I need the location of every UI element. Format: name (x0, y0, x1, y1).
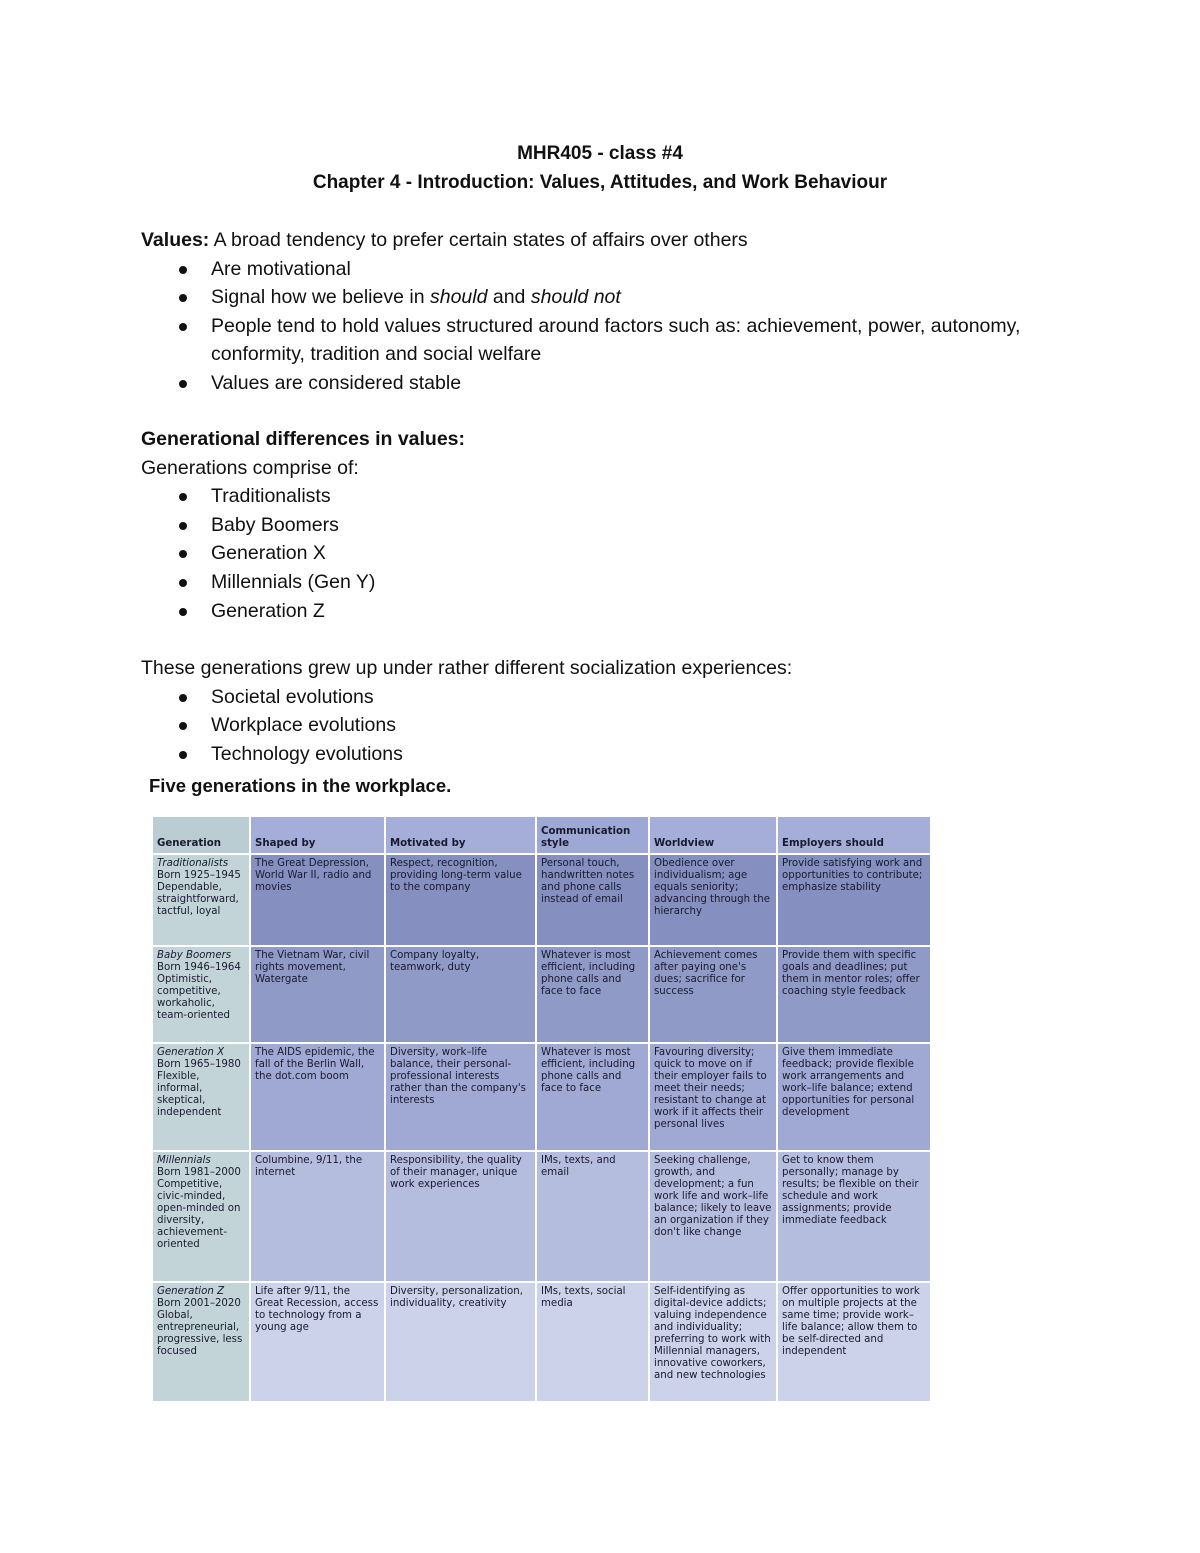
motivated-by-cell: Respect, recognition, providing long-term value to the company (385, 854, 536, 946)
generations-heading (141, 425, 1041, 454)
generation-traits: Global, entrepreneurial, progressive, less focused (157, 1310, 243, 1357)
employers-should-cell: Provide satisfying work and opportunities to contribute; emphasize stability (777, 854, 931, 946)
shaped-by-cell: Life after 9/11, the Great Recession, access to technology from a young age (250, 1282, 385, 1402)
table-header-row (152, 816, 931, 854)
worldview-cell: Obedience over individualism; age equals seniority; advancing through the hierarchy (649, 854, 777, 946)
generations-section (141, 425, 1041, 625)
generation-traits: Dependable, straightforward, tactful, loyal (157, 882, 239, 917)
communication-cell: IMs, texts, and email (536, 1151, 649, 1282)
employers-should-cell: Provide them with specific goals and deadlines; put them in mentor roles; offer coaching style feedback (777, 946, 931, 1043)
bullet-icon (179, 550, 187, 558)
generation-born: Born 1981–2000 (157, 1167, 241, 1178)
list-item (141, 539, 1041, 568)
values-bullet-list (141, 255, 1041, 398)
table-caption: Five generations in the workplace. (149, 775, 452, 796)
generation-name: Millennials (157, 1155, 211, 1166)
generation-traits: Flexible, informal, skeptical, independent (157, 1071, 222, 1118)
list-item (141, 283, 1041, 312)
column-header-generation: Generation (152, 816, 250, 854)
motivated-by-cell: Diversity, work–life balance, their personal-professional interests rather than the company's interests (385, 1043, 536, 1151)
bullet-icon (179, 522, 187, 530)
values-label: Values: (141, 229, 210, 251)
generations-bullet-list (141, 482, 1041, 625)
generation-cell (152, 1043, 250, 1151)
generation-born: Born 1946–1964 (157, 962, 241, 973)
list-item (141, 683, 1041, 712)
list-item (141, 369, 1041, 398)
emphasis-should-not: should not (530, 286, 621, 309)
employers-should-cell: Give them immediate feedback; provide flexible work arrangements and work–life balance; extend opportunities for personal development (777, 1043, 931, 1151)
generation-born: Born 2001–2020 (157, 1298, 241, 1309)
list-item (141, 482, 1041, 511)
list-item (141, 568, 1041, 597)
socialization-section (141, 654, 1041, 768)
values-definition (141, 226, 1041, 255)
emphasis-should: should (429, 286, 488, 309)
list-item-text: Baby Boomers (211, 513, 339, 536)
table-row (152, 1151, 931, 1282)
bullet-icon (179, 722, 187, 730)
bullet-icon (179, 294, 187, 302)
motivated-by-cell: Responsibility, the quality of their manager, unique work experiences (385, 1151, 536, 1282)
generation-name: Traditionalists (157, 858, 229, 869)
list-item-text: Signal how we believe in (211, 286, 430, 309)
generation-born: Born 1965–1980 (157, 1059, 241, 1070)
bullet-icon (179, 380, 187, 388)
bullet-icon (179, 323, 187, 331)
employers-should-cell: Get to know them personally; manage by results; be flexible on their schedule and work assignments; provide immediate feedback (777, 1151, 931, 1282)
list-item-text: Millennials (Gen Y) (211, 570, 376, 593)
table-row (152, 854, 931, 946)
values-definition-text: A broad tendency to prefer certain states of affairs over others (209, 229, 748, 251)
generations-heading-text: Generational differences in values: (141, 428, 466, 450)
generation-name: Generation Z (157, 1286, 225, 1297)
values-section (141, 226, 1041, 398)
motivated-by-cell: Diversity, personalization, individuality, creativity (385, 1282, 536, 1402)
worldview-cell: Self-identifying as digital-device addicts; valuing independence and individuality; preferring to work with Millennial managers, innovative coworkers, and new technologies (649, 1282, 777, 1402)
generation-traits: Competitive, civic-minded, open-minded on diversity, achievement-oriented (157, 1179, 241, 1250)
list-item-text: Generation Z (211, 599, 325, 622)
generation-traits: Optimistic, competitive, workaholic, team-oriented (157, 974, 230, 1021)
shaped-by-cell: The Great Depression, World War II, radio and movies (250, 854, 385, 946)
generation-born: Born 1925–1945 (157, 870, 241, 881)
list-item-text: Workplace evolutions (211, 714, 396, 737)
list-item (141, 740, 1041, 769)
table-row (152, 1282, 931, 1402)
socialization-intro: These generations grew up under rather different socialization experiences: (141, 657, 793, 679)
generation-cell (152, 854, 250, 946)
list-item-text: Technology evolutions (211, 742, 403, 765)
table-row (152, 946, 931, 1043)
generations-table (151, 815, 932, 1403)
column-header-shaped-by: Shaped by (250, 816, 385, 854)
motivated-by-cell: Company loyalty, teamwork, duty (385, 946, 536, 1043)
worldview-cell: Achievement comes after paying one's dues; sacrifice for success (649, 946, 777, 1043)
column-header-worldview: Worldview (649, 816, 777, 854)
communication-cell: IMs, texts, social media (536, 1282, 649, 1402)
generation-cell (152, 946, 250, 1043)
socialization-bullet-list (141, 683, 1041, 769)
list-item-text: Societal evolutions (211, 685, 374, 708)
column-header-motivated-by: Motivated by (385, 816, 536, 854)
list-item (141, 711, 1041, 740)
bullet-icon (179, 579, 187, 587)
shaped-by-cell: Columbine, 9/11, the internet (250, 1151, 385, 1282)
chapter-title: Chapter 4 - Introduction: Values, Attitudes, and Work Behaviour (312, 172, 888, 193)
employers-should-cell: Offer opportunities to work on multiple projects at the same time; provide work–life balance; allow them to be self-directed and independent (777, 1282, 931, 1402)
bullet-icon (179, 608, 187, 616)
generation-cell (152, 1151, 250, 1282)
list-item (141, 312, 1041, 369)
list-item-text: Generation X (211, 542, 326, 565)
bullet-icon (179, 493, 187, 501)
generations-intro: Generations comprise of: (141, 456, 359, 479)
generation-name: Baby Boomers (157, 950, 232, 961)
generation-cell (152, 1282, 250, 1402)
generation-name: Generation X (157, 1047, 225, 1058)
list-item (141, 597, 1041, 626)
document-title: MHR405 - class #4 (517, 143, 683, 164)
list-item (141, 255, 1041, 284)
bullet-icon (179, 694, 187, 702)
list-item-text: People tend to hold values structured around factors such as: achievement, power, autonomy, conformity, tradition and social welfare (211, 314, 1021, 366)
list-item-text: Traditionalists (211, 485, 331, 508)
communication-cell: Whatever is most efficient, including phone calls and face to face (536, 946, 649, 1043)
shaped-by-cell: The AIDS epidemic, the fall of the Berlin Wall, the dot.com boom (250, 1043, 385, 1151)
bullet-icon (179, 266, 187, 274)
communication-cell: Whatever is most efficient, including phone calls and face to face (536, 1043, 649, 1151)
table-row (152, 1043, 931, 1151)
column-header-employers-should: Employers should (777, 816, 931, 854)
list-item-text: and (487, 286, 531, 309)
worldview-cell: Seeking challenge, growth, and development; a fun work life and work–life balance; likely to leave an organization if they don't like change (649, 1151, 777, 1282)
communication-cell: Personal touch, handwritten notes and phone calls instead of email (536, 854, 649, 946)
list-item-text: Values are considered stable (211, 371, 462, 394)
list-item (141, 511, 1041, 540)
list-item-text: Are motivational (211, 257, 351, 280)
worldview-cell: Favouring diversity; quick to move on if their employer fails to meet their needs; resistant to change at work if it affects their personal lives (649, 1043, 777, 1151)
column-header-communication-style: Communication style (536, 816, 649, 854)
bullet-icon (179, 751, 187, 759)
shaped-by-cell: The Vietnam War, civil rights movement, Watergate (250, 946, 385, 1043)
